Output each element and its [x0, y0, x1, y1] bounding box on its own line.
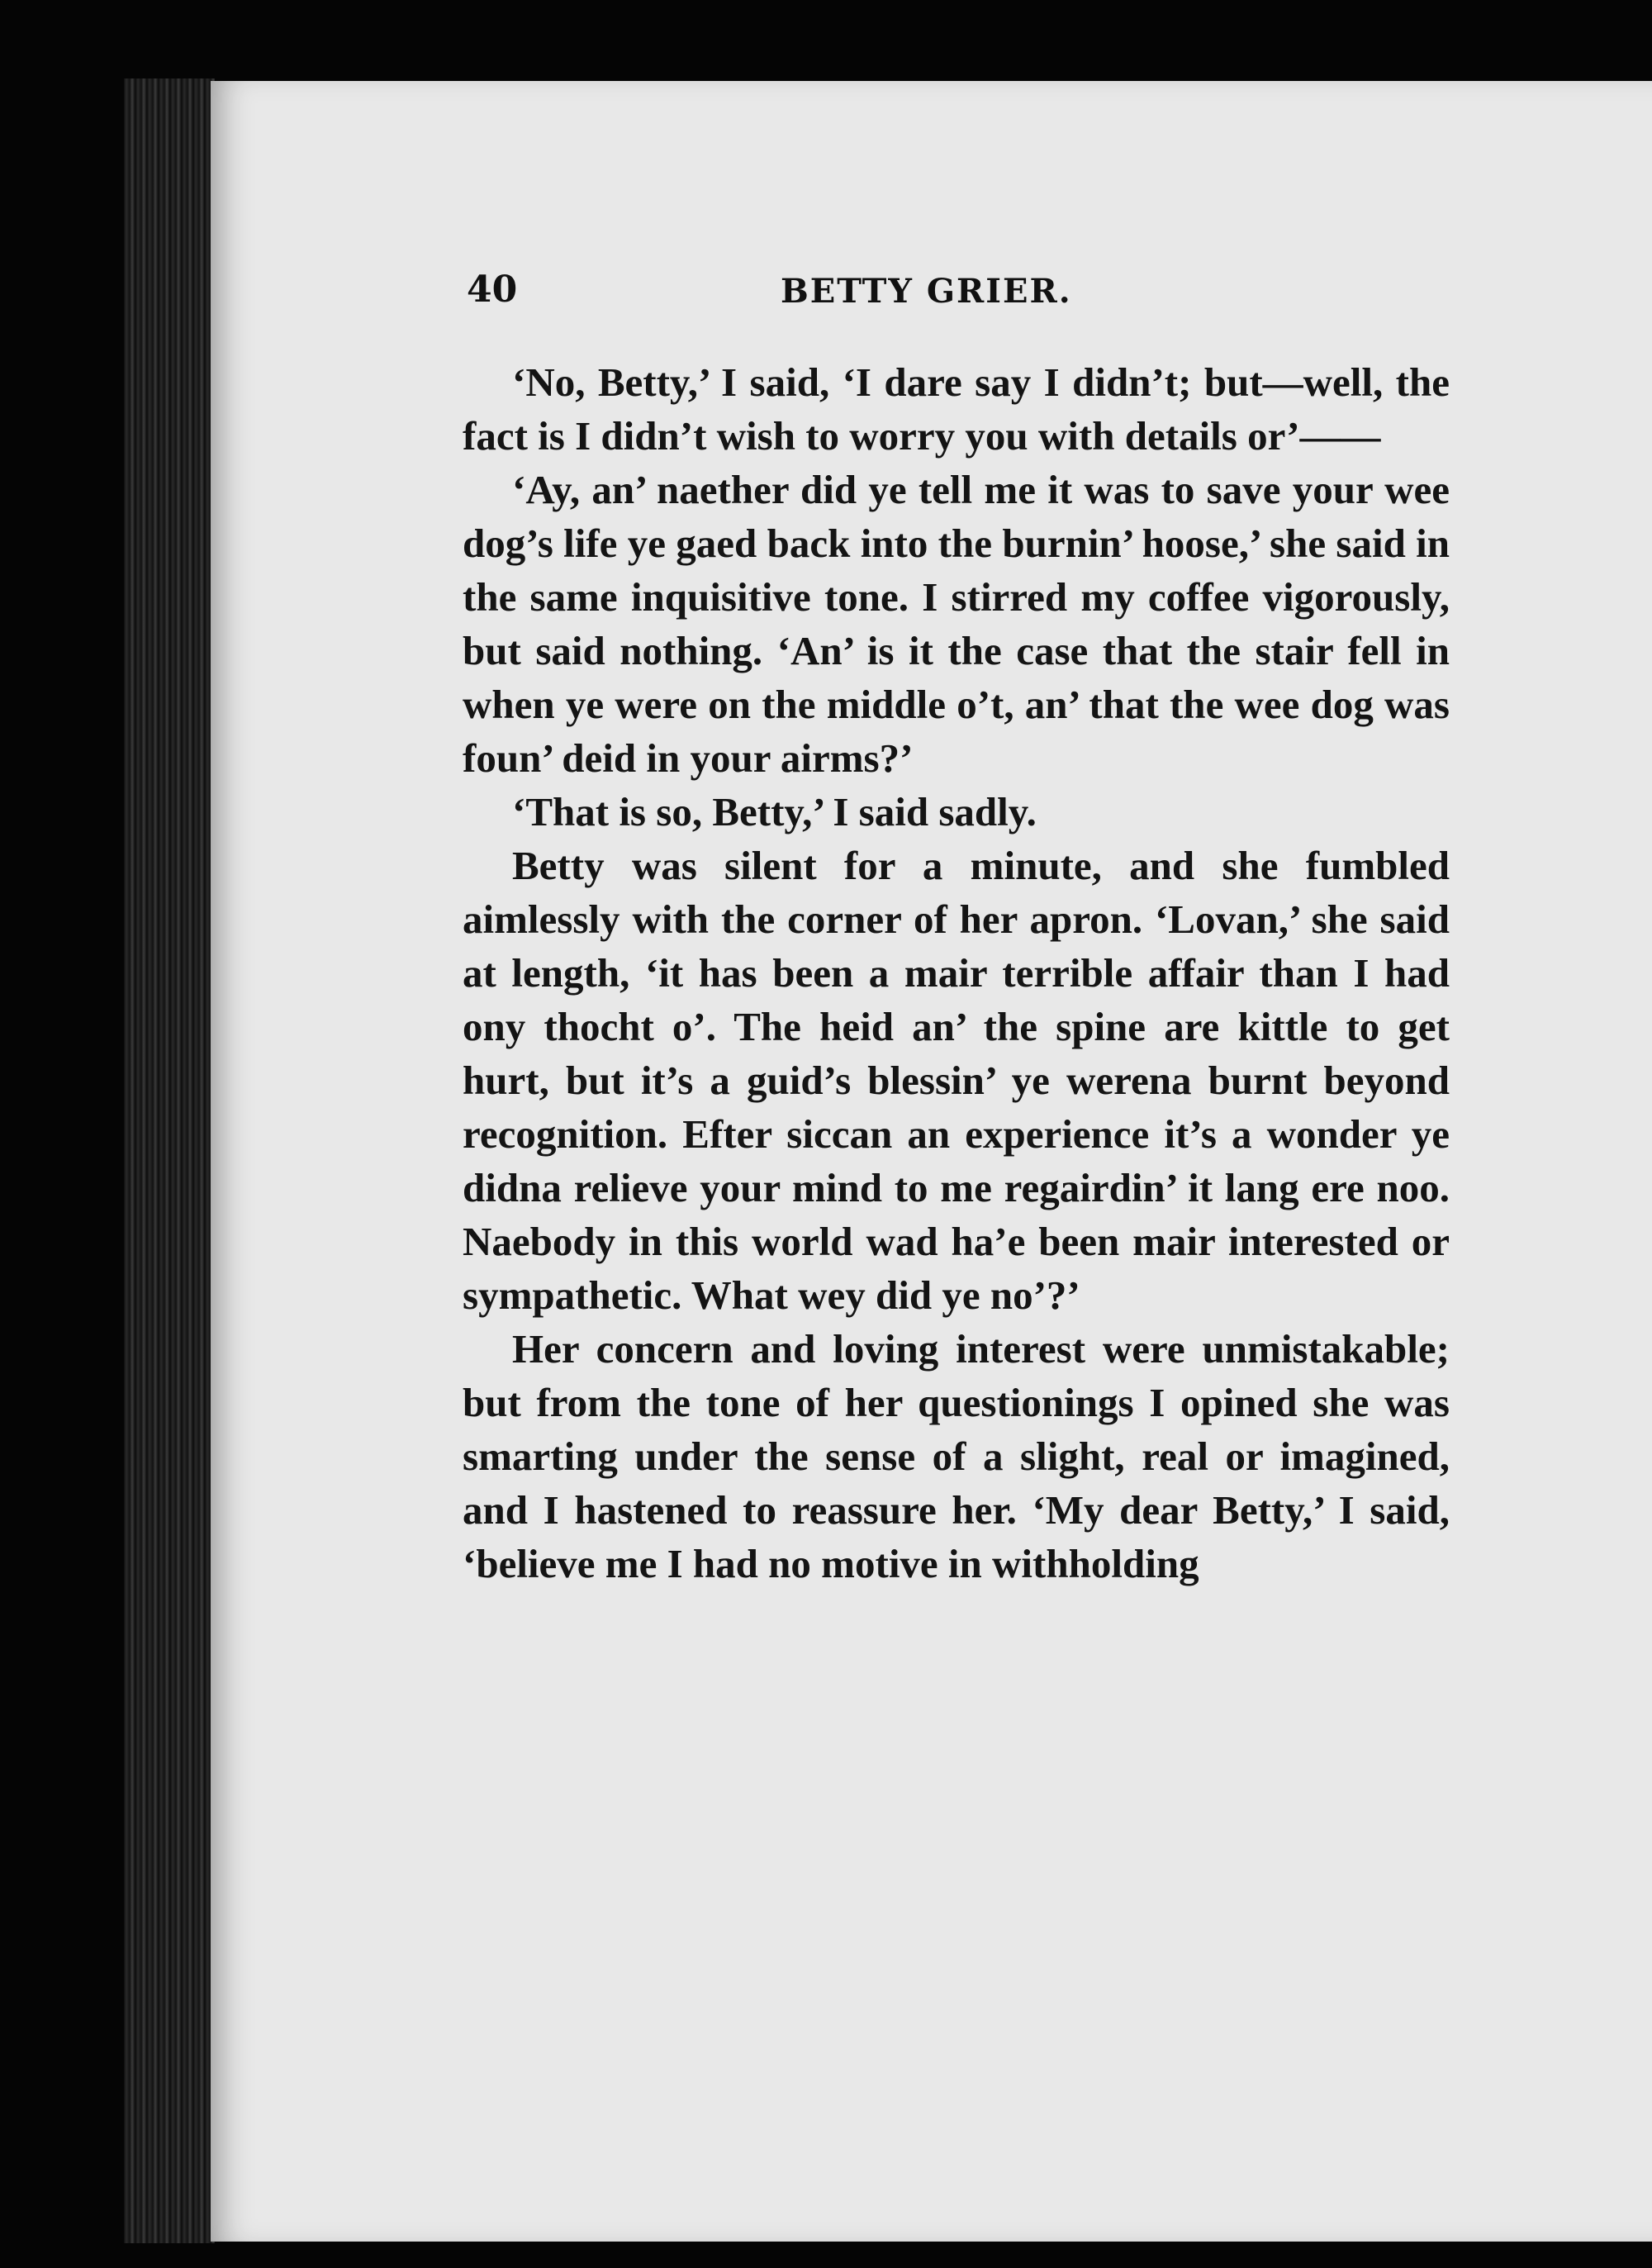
paragraph: ‘Ay, an’ naether did ye tell me it was to save your wee dog’s life ye gaed back into the burnin’ hoose,’ she said in the same inquisitive tone. I stirred my coffee vigorously, but said nothing. ‘An’ is it the case that the stair fell in when ye were on the middle o’t, an’ that the wee dog was foun’ deid in your airms?’: [463, 467, 1450, 781]
page-number: 40: [467, 269, 518, 311]
body-text: [463, 355, 1450, 1590]
paragraph: Betty was silent for a minute, and she fumbled aimlessly with the corner of her apron. ‘Lovan,’ she said at length, ‘it has been a mair terrible affair than I had ony thocht o’. The heid an’ the spine are kittle to get hurt, but it’s a guid’s blessin’ ye werena burnt beyond recognition. Efter siccan an experience it’s a wonder ye didna relieve your mind to me regairdin’ it lang ere noo. Naebody in this world wad ha’e been mair interested or sympathetic. What wey did ye no’?’: [463, 843, 1450, 1318]
book-page-edges: [124, 78, 215, 2243]
paragraph: ‘No, Betty,’ I said, ‘I dare say I didn’t; but—well, the fact is I didn’t wish to worry you with details or’——: [463, 359, 1450, 459]
paragraph: ‘That is so, Betty,’ I said sadly.: [512, 789, 1037, 834]
page-header: [467, 269, 1454, 335]
running-title: BETTY GRIER.: [781, 272, 1072, 311]
paragraph: Her concern and loving interest were unmistakable; but from the tone of her questionings I opined she was smarting under the sense of a slight, real or imagined, and I hastened to reassure her. ‘My dear Betty,’ I said, ‘believe me I had no motive in withholding: [463, 1326, 1450, 1586]
